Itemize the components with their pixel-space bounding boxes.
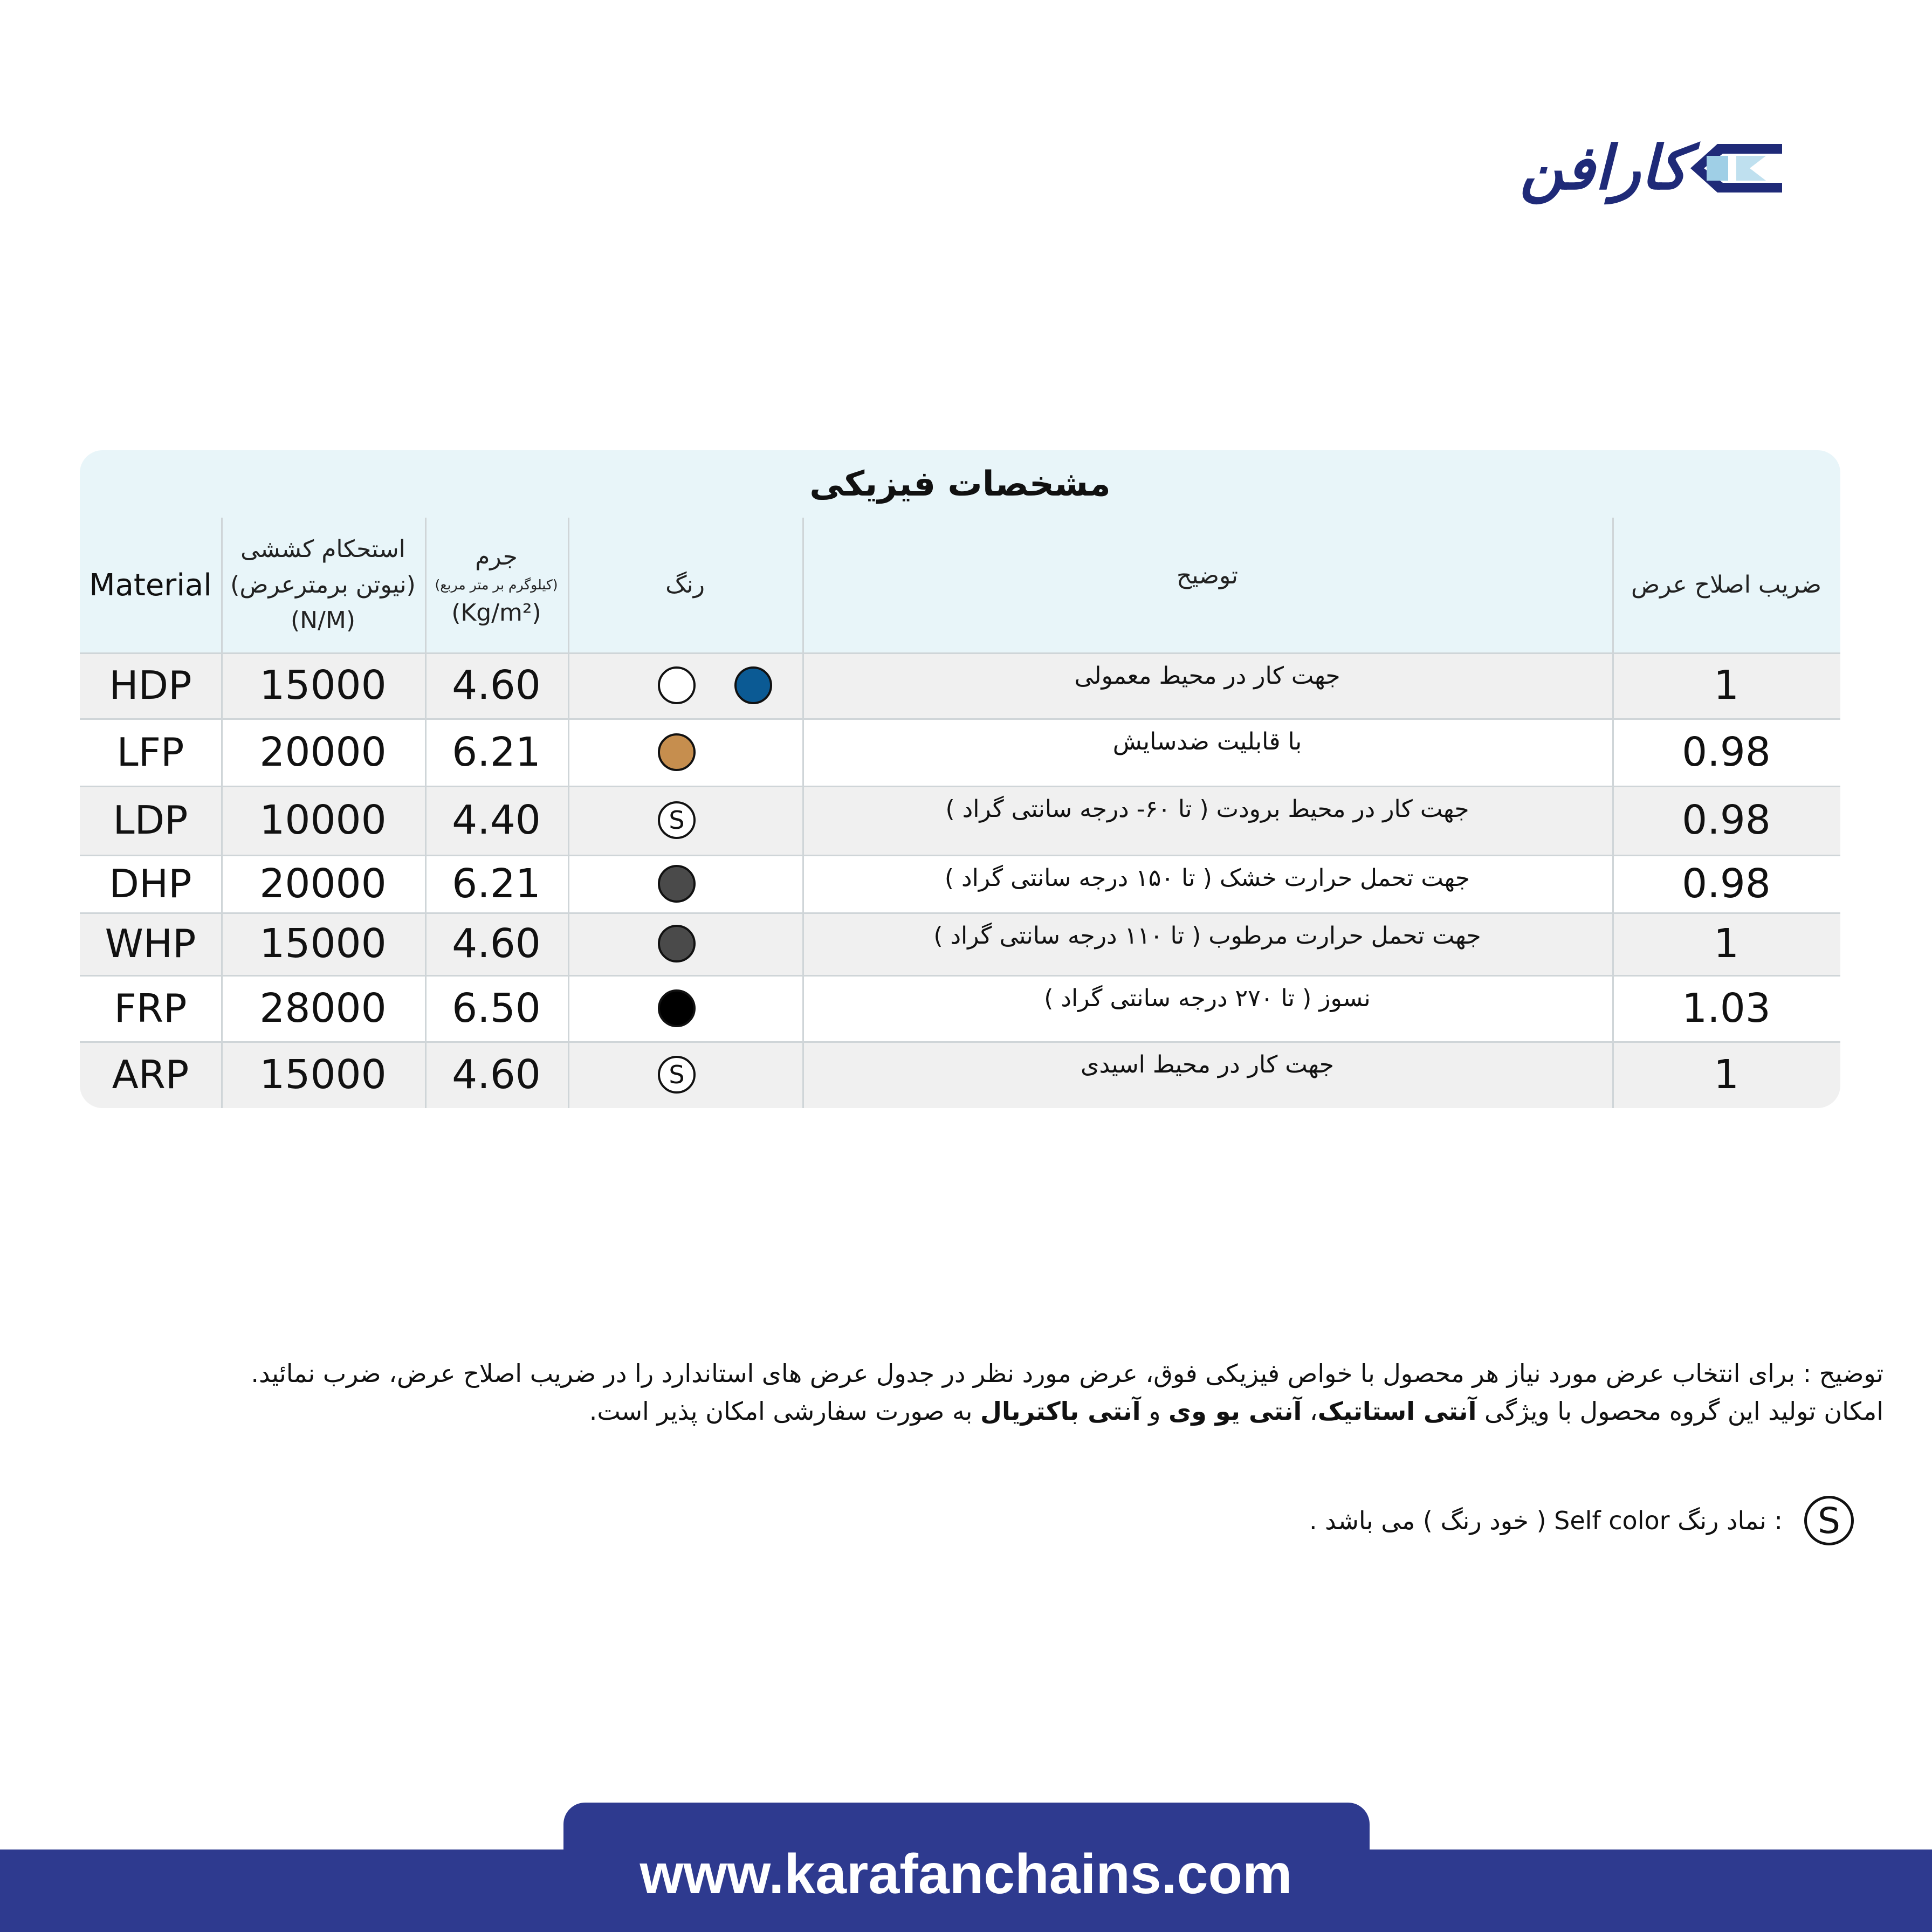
column-divider [221, 518, 223, 1108]
header-tensile [221, 518, 425, 652]
table-row [80, 912, 1840, 975]
cell-description: جهت کار در محیط معمولی [1074, 662, 1340, 690]
column-divider [1612, 518, 1614, 1108]
header-mass-line1: جرم [475, 543, 518, 571]
cell-description: نسوز ( تا ۲۷۰ درجه سانتی گراد ) [1044, 985, 1371, 1012]
cell-description: جهت تحمل حرارت مرطوب ( تا ۱۱۰ درجه سانتی گراد ) [933, 922, 1481, 950]
self-color-legend [1309, 1494, 1854, 1548]
cell-tensile: 28000 [259, 985, 387, 1032]
table-row [80, 855, 1840, 912]
color-swatch [658, 666, 696, 704]
note-line-2-part: به صورت سفارشی امکان پذیر است. [589, 1397, 981, 1426]
cell-mass: 6.50 [452, 985, 541, 1032]
cell-mass: 6.21 [452, 860, 541, 907]
cell-material: HDP [109, 663, 192, 708]
cell-tensile: 15000 [259, 920, 387, 967]
cell-description: جهت کار در محیط اسیدی [1081, 1051, 1334, 1078]
row-divider [80, 975, 1840, 977]
color-swatch [658, 865, 696, 903]
header-description-label: توضیح [1176, 562, 1239, 589]
header-description [802, 518, 1612, 652]
cell-material: LDP [113, 797, 188, 843]
table-title: مشخصات فیزیکی [809, 464, 1111, 504]
header-color [568, 518, 802, 652]
cell-description: جهت کار در محیط برودت ( تا ۶۰- درجه سانتی گراد ) [945, 795, 1469, 823]
header-mass [425, 518, 568, 652]
cell-coefficient: 0.98 [1682, 860, 1771, 907]
note-line-2 [589, 1397, 1883, 1426]
cell-mass: 4.60 [452, 1051, 541, 1098]
cell-mass: 4.60 [452, 662, 541, 709]
logo-text: کارافن [1520, 133, 1688, 203]
cell-description: جهت تحمل حرارت خشک ( تا ۱۵۰ درجه سانتی گراد ) [944, 864, 1470, 892]
note-line-1: توضیح : برای انتخاب عرض مورد نیاز هر محصول با خواص فیزیکی فوق، عرض مورد نظر در جدول عرض های استاندارد را در ضریب اصلاح عرض، ضرب نمائید. [251, 1359, 1883, 1388]
header-material-label: Material [89, 567, 212, 603]
cell-tensile: 20000 [259, 860, 387, 907]
cell-tensile: 10000 [259, 797, 387, 843]
cell-description: با قابلیت ضدسایش [1112, 728, 1302, 755]
cell-material: LFP [116, 729, 184, 775]
cell-coefficient: 1 [1713, 662, 1740, 709]
cell-coefficient: 1 [1713, 1051, 1740, 1098]
cell-material: WHP [105, 921, 196, 966]
self-color-text: : نماد رنگ Self color ( خود رنگ ) می باشد . [1309, 1506, 1783, 1535]
color-swatch [734, 666, 772, 704]
column-divider [568, 518, 569, 1108]
footer-bar [0, 1843, 1932, 1932]
table-title-bar [80, 450, 1840, 518]
header-mass-line2: (کیلوگرم بر متر مربع) [435, 577, 558, 593]
self-color-icon: S [658, 801, 696, 839]
row-divider [80, 855, 1840, 856]
brand-logo [1469, 133, 1782, 203]
physical-specs-table [80, 450, 1840, 1108]
website-link[interactable]: www.karafanchains.com [640, 1843, 1292, 1906]
row-divider [80, 912, 1840, 914]
cell-mass: 4.60 [452, 920, 541, 967]
cell-material: ARP [112, 1052, 189, 1097]
self-color-symbol-icon: S [1804, 1496, 1854, 1545]
table-row [80, 975, 1840, 1041]
row-divider [80, 718, 1840, 720]
table-header-row [80, 518, 1840, 652]
table-row [80, 1041, 1840, 1108]
header-mass-line3: (Kg/m²) [451, 599, 541, 627]
cell-mass: 4.40 [452, 797, 541, 843]
anti-static-text: آنتی استاتیک [1317, 1397, 1477, 1426]
anti-uv-text: آنتی یو وی [1168, 1397, 1302, 1426]
cell-coefficient: 1 [1713, 920, 1740, 967]
header-tensile-line3: (N/M) [290, 607, 356, 634]
cell-tensile: 15000 [259, 662, 387, 709]
header-tensile-line2: (نیوتن برمترعرض) [230, 571, 416, 599]
self-color-icon: S [658, 1056, 696, 1094]
cell-material: FRP [114, 985, 187, 1031]
header-color-label: رنگ [665, 571, 705, 599]
anti-bacterial-text: آنتی باکتریال [980, 1397, 1141, 1426]
color-swatch [658, 989, 696, 1027]
table-row [80, 786, 1840, 855]
cell-tensile: 15000 [259, 1051, 387, 1098]
color-swatch [658, 733, 696, 771]
note-line-2-part: ، [1302, 1397, 1318, 1426]
column-divider [425, 518, 427, 1108]
cell-coefficient: 0.98 [1682, 728, 1771, 775]
note-line-2-part: و [1140, 1397, 1169, 1426]
row-divider [80, 652, 1840, 654]
header-tensile-line1: استحکام کششی [240, 535, 405, 563]
cell-coefficient: 1.03 [1682, 985, 1771, 1032]
row-divider [80, 1041, 1840, 1043]
header-coefficient-label: ضریب اصلاح عرض [1631, 571, 1822, 599]
logo-mark-icon [1690, 144, 1782, 192]
cell-tensile: 20000 [259, 728, 387, 775]
cell-mass: 6.21 [452, 728, 541, 775]
table-row [80, 652, 1840, 718]
table-row [80, 718, 1840, 786]
column-divider [802, 518, 804, 1108]
header-coefficient [1612, 518, 1840, 652]
note-line-2-part: امکان تولید این گروه محصول با ویژگی [1476, 1397, 1883, 1426]
color-swatch [658, 925, 696, 962]
cell-material: DHP [109, 861, 192, 906]
header-material [80, 518, 221, 652]
row-divider [80, 786, 1840, 787]
cell-coefficient: 0.98 [1682, 797, 1771, 843]
